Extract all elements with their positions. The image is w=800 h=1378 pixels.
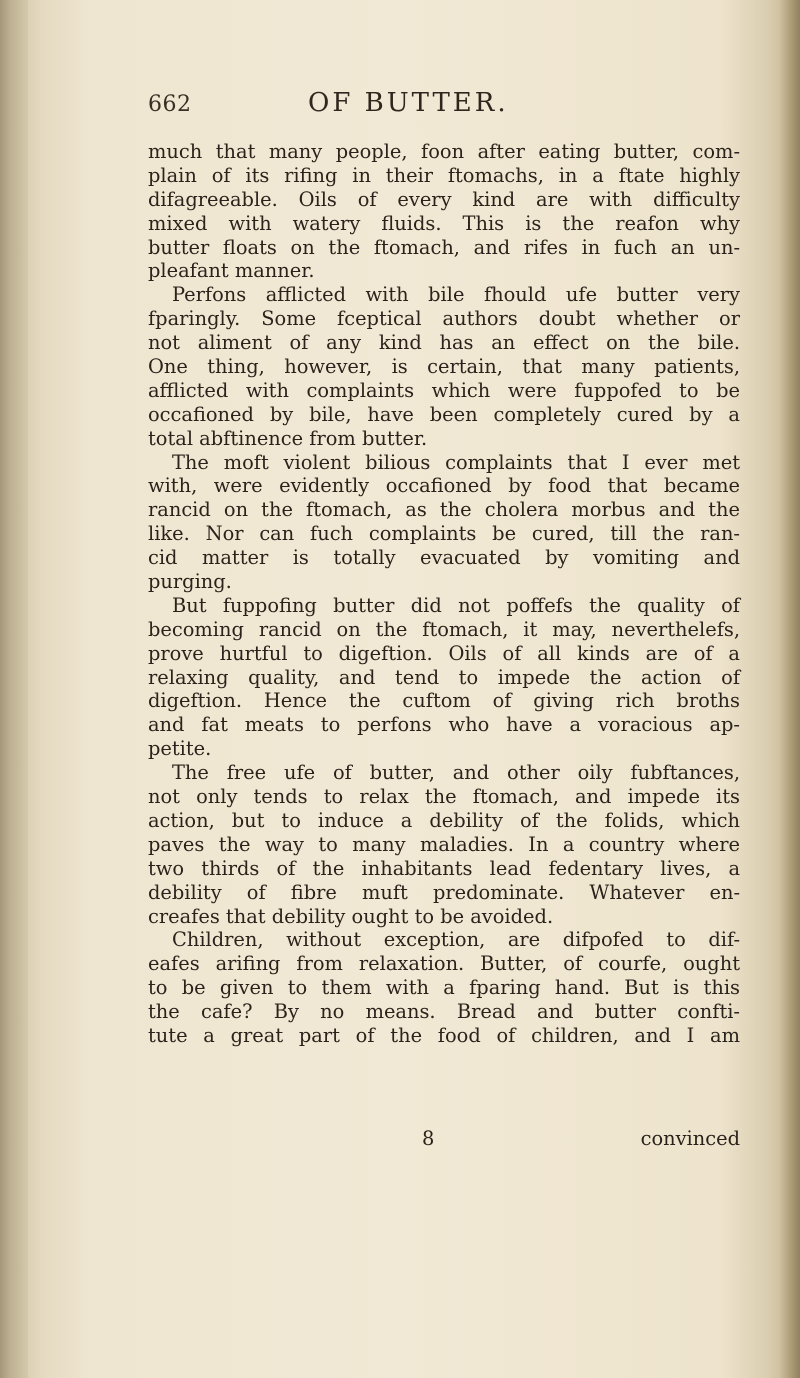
text-line: much that many people, foon after eating butter, com- [148, 140, 740, 163]
text-line: relaxing quality, and tend to impede the action of [148, 665, 740, 689]
page-header [148, 88, 748, 124]
running-head: OF BUTTER. [308, 88, 509, 118]
text-line: eafes arifing from relaxation. Butter, of courfe, ought [148, 952, 740, 976]
text-line: The free ufe of butter, and other oily fubftances, [172, 761, 740, 785]
text-line: total abftinence from butter. [148, 426, 428, 450]
text-line: afflicted with complaints which were fuppofed to be [148, 378, 740, 402]
text-line: digeftion. Hence the cuftom of giving rich broths [148, 689, 740, 713]
text-line: petite. [148, 737, 212, 761]
text-line: two thirds of the inhabitants lead fedentary lives, a [148, 856, 740, 880]
text-line: prove hurtful to digeftion. Oils of all kinds are of a [148, 641, 740, 665]
text-line: purging. [148, 570, 232, 594]
text-line: paves the way to many maladies. In a country where [148, 832, 740, 856]
text-line: like. Nor can fuch complaints be cured, till the ran- [148, 522, 740, 546]
text-line: debility of fibre muft predominate. Whatever en- [148, 880, 740, 904]
text-line: Perfons afflicted with bile fhould ufe butter very [172, 283, 740, 307]
text-line: not only tends to relax the ftomach, and impede its [148, 785, 740, 809]
page-edge-shadow [778, 0, 800, 1378]
text-line: fparingly. Some fceptical authors doubt whether or [148, 307, 740, 331]
text-line: occafioned by bile, have been completely cured by a [148, 402, 740, 426]
text-line: rancid on the ftomach, as the cholera morbus and the [148, 498, 740, 522]
text-line: tute a great part of the food of children, and I am [148, 1023, 740, 1047]
text-line: difagreeable. Oils of every kind are with difficulty [148, 187, 740, 211]
body-text [148, 140, 740, 1048]
text-line: The moft violent bilious complaints that I ever met [172, 450, 740, 474]
page-gutter-shadow [0, 0, 28, 1378]
text-line: mixed with watery fluids. This is the reafon why [148, 211, 740, 235]
text-line: becoming rancid on the ftomach, it may, neverthelefs, [148, 617, 740, 641]
text-line: action, but to induce a debility of the folids, which [148, 808, 740, 832]
text-line: with, were evidently occafioned by food that became [148, 474, 740, 498]
text-line: One thing, however, is certain, that many patients, [148, 355, 740, 379]
text-line: to be given to them with a fparing hand. But is this [148, 976, 740, 1000]
catchword: convinced [640, 1127, 740, 1150]
page-number: 662 [148, 92, 192, 117]
text-line: pleafant manner. [148, 259, 315, 283]
signature-mark: 8 [422, 1127, 435, 1150]
page-footer [148, 1127, 740, 1151]
text-line: the cafe? By no means. Bread and butter confti- [148, 1000, 740, 1024]
text-line: creafes that debility ought to be avoided. [148, 904, 554, 928]
text-line: Children, without exception, are difpofed to dif- [172, 928, 740, 952]
text-line: plain of its rifing in their ftomachs, in a ftate highly [148, 163, 740, 187]
text-line: But fuppofing butter did not poffefs the quality of [172, 593, 740, 617]
text-line: and fat meats to perfons who have a voracious ap- [148, 713, 740, 737]
text-line: butter floats on the ftomach, and rifes in fuch an un- [148, 235, 740, 259]
text-line: not aliment of any kind has an effect on the bile. [148, 331, 740, 355]
text-line: cid matter is totally evacuated by vomiting and [148, 546, 740, 570]
